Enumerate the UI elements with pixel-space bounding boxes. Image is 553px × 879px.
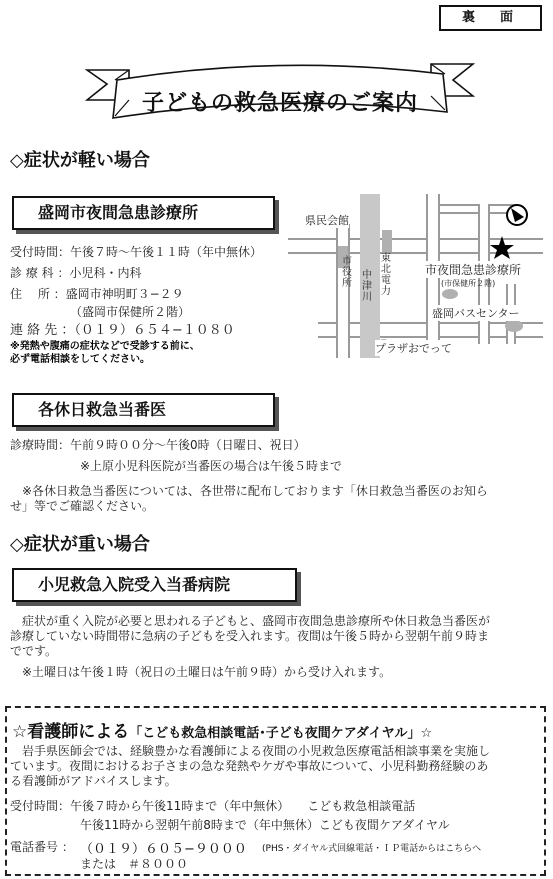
page-side-badge: 裏 面 (439, 5, 542, 31)
nurse-hours-line1: 受付時間：午後７時から午後11時まで（年中無休） こども救急相談電話 (10, 799, 416, 813)
map-label-clinic-sub: (市保健所２階) (441, 279, 496, 288)
clinic-address-sub: （盛岡市保健所２階） (70, 305, 191, 319)
hospital-para-line1: 症状が重く入院が必要と思われる子どもと、盛岡市夜間急患診療所や休日救急当番医が (22, 614, 491, 628)
mild-heading: ◇症状が軽い場合 (10, 150, 150, 171)
clinic-note-line2: 必ず電話相談をしてください。 (10, 354, 150, 365)
nurse-para-line3: る看護師がアドバイスします。 (10, 774, 177, 788)
nurse-para-line1: 岩手県医師会では、経験豊かな看護師による夜間の小児救急医療電話相談事業を実施し (22, 744, 491, 758)
hospital-note: ※土曜日は午後１時（祝日の土曜日は午前９時）から受け入れます。 (22, 665, 392, 679)
map-label-kenmin: 県民会館 (305, 214, 349, 227)
clinic-address: 住 所 ：盛岡市神明町３−２９ (10, 287, 184, 301)
holiday-hours: 診療時間：午前９時００分〜午後0時（日曜日、祝日） (10, 438, 306, 452)
holiday-note: ※上原小児科医院が当番医の場合は午後５時まで (80, 459, 343, 473)
hospital-para-line2: 診療していない時間帯に急病の子どもを受入れます。夜間は午後５時から翌朝午前９時ま (10, 629, 490, 643)
map-label-shiyakusho: 市役所 (342, 256, 352, 289)
nurse-alt-number: または ＃８０００ (80, 857, 189, 871)
clinic-phone: 連 絡 先 ：（０１９）６５４−１０８０ (10, 323, 235, 338)
map-label-nakatsu: 中津川 (362, 270, 372, 303)
north-compass-icon (505, 203, 529, 227)
nurse-phone-number: （０１９）６０５−９０００ (80, 842, 247, 857)
nurse-title-lead: ☆看護師による (12, 722, 130, 742)
map-label-tohoku: 東北電力 (381, 253, 391, 297)
nurse-para-line2: ています。夜間におけるお子さまの急な発熱やケガや事故について、小児科勤務経験のあ (10, 759, 489, 773)
nurse-hours-line2: 午後11時から翌朝午前8時まで（年中無休）こども夜間ケアダイヤル (80, 818, 450, 832)
nurse-phone-label: 電話番号 ： (10, 840, 74, 854)
holiday-title-box: 各休日救急当番医 (12, 393, 275, 427)
nurse-title (12, 717, 432, 742)
map-label-clinic: 市夜間急患診療所 (425, 263, 522, 277)
map-label-plaza: プラザおでって (375, 342, 452, 355)
clinic-hours: 受付時間：午後７時〜午後１１時（年中無休） (10, 245, 263, 259)
nurse-title-quote: 「こども救急相談電話･子ども夜間ケアダイヤル」☆ (129, 726, 433, 741)
banner-title: 子どもの救急医療のご案内 (141, 91, 418, 116)
clinic-department: 診 療 科 ：小児科・内科 (10, 266, 142, 280)
holiday-para-line1: ※各休日救急当番医については、各世帯に配布しております「休日救急当番医のお知ら (22, 484, 488, 498)
clinic-title-box: 盛岡市夜間急患診療所 (12, 196, 275, 230)
map-label-bus: 盛岡バスセンター (432, 307, 520, 320)
severe-heading: ◇症状が重い場合 (10, 534, 150, 555)
holiday-para-line2: せ」等でご確認ください。 (10, 499, 155, 513)
hospital-title-box: 小児救急入院受入当番病院 (12, 568, 297, 602)
clinic-note-line1: ※発熱や腹痛の症状などで受診する前に、 (10, 341, 200, 352)
hospital-para-line3: でです。 (10, 644, 58, 658)
nurse-phone-note: (PHS・ダイヤル式回線電話・ＩＰ電話からはこちらへ (262, 844, 482, 854)
